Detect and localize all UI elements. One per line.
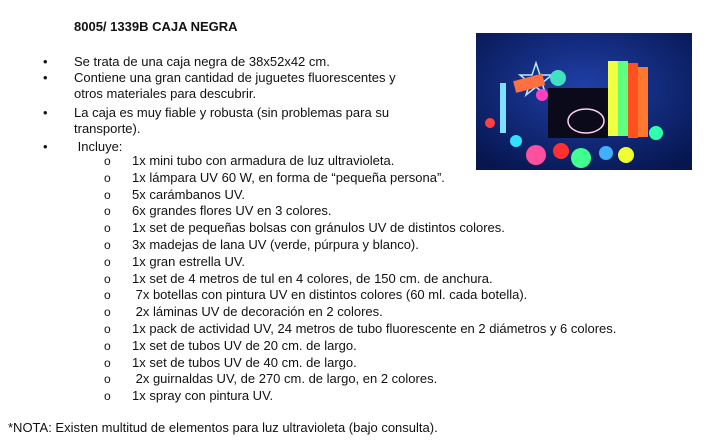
list-item: 1x set de tubos UV de 40 cm. de largo. [132,354,357,370]
bullet-text: La caja es muy fiable y robusta (sin problemas para su [74,105,390,120]
sub-item-marker: o [104,238,111,252]
sub-item-marker: o [104,254,111,269]
list-item: 1x set de tubos UV de 20 cm. de largo. [132,337,357,353]
sub-item-marker: o [104,187,111,202]
sub-item-marker: o [104,355,111,370]
sub-item-marker: o [104,389,111,404]
bullet-text: Se trata de una caja negra de 38x52x42 cm. [74,54,330,69]
sub-item-marker: o [104,170,111,185]
list-item: 1x lámpara UV 60 W, en forma de “pequeña persona”. [132,169,445,185]
sub-item-marker: o [104,288,111,303]
list-item: 1x spray con pintura UV. [132,388,274,404]
list-item: 3x madejas de lana UV (verde, púrpura y blanco). [132,237,419,252]
bullet-text: Incluye: [74,139,123,154]
sub-item-marker: o [104,271,111,286]
list-item: 7x botellas con pintura UV en distintos colores (60 ml. cada botella). [132,287,528,303]
sub-item-marker: o [104,322,111,336]
list-item: 2x guirnaldas UV, de 270 cm. de largo, en 2 colores. [132,371,438,387]
bullet-text: otros materiales para descubrir. [74,86,257,101]
sub-item-marker: o [104,338,111,353]
list-item: 1x gran estrella UV. [132,253,245,269]
list-item: 1x set de 4 metros de tul en 4 colores, de 150 cm. de anchura. [132,270,493,286]
bullet-marker: • [43,54,48,69]
sub-item-marker: o [104,305,111,320]
bullet-marker: • [43,70,48,85]
bullet-text: Contiene una gran cantidad de juguetes fluorescentes y [74,70,396,85]
list-item: 1x set de pequeñas bolsas con gránulos UV de distintos colores. [132,220,505,236]
list-item: 1x mini tubo con armadura de luz ultravioleta. [132,153,395,168]
product-title: 8005/ 1339B CAJA NEGRA [74,19,238,34]
list-item: 2x láminas UV de decoración en 2 colores. [132,304,383,320]
product-photo [476,33,692,170]
bullet-marker: • [43,139,48,154]
sub-item-marker: o [104,372,111,387]
bullet-text: transporte). [74,121,141,136]
note-text: *NOTA: Existen multitud de elementos para luz ultravioleta (bajo consulta). [8,420,438,435]
sub-item-marker: o [104,154,111,168]
list-item: 5x carámbanos UV. [132,186,245,202]
sub-item-marker: o [104,204,111,219]
sub-item-marker: o [104,221,111,236]
list-item: 6x grandes flores UV en 3 colores. [132,203,332,219]
bullet-marker: • [43,105,48,120]
list-item: 1x pack de actividad UV, 24 metros de tubo fluorescente en 2 diámetros y 6 colores. [132,321,617,336]
